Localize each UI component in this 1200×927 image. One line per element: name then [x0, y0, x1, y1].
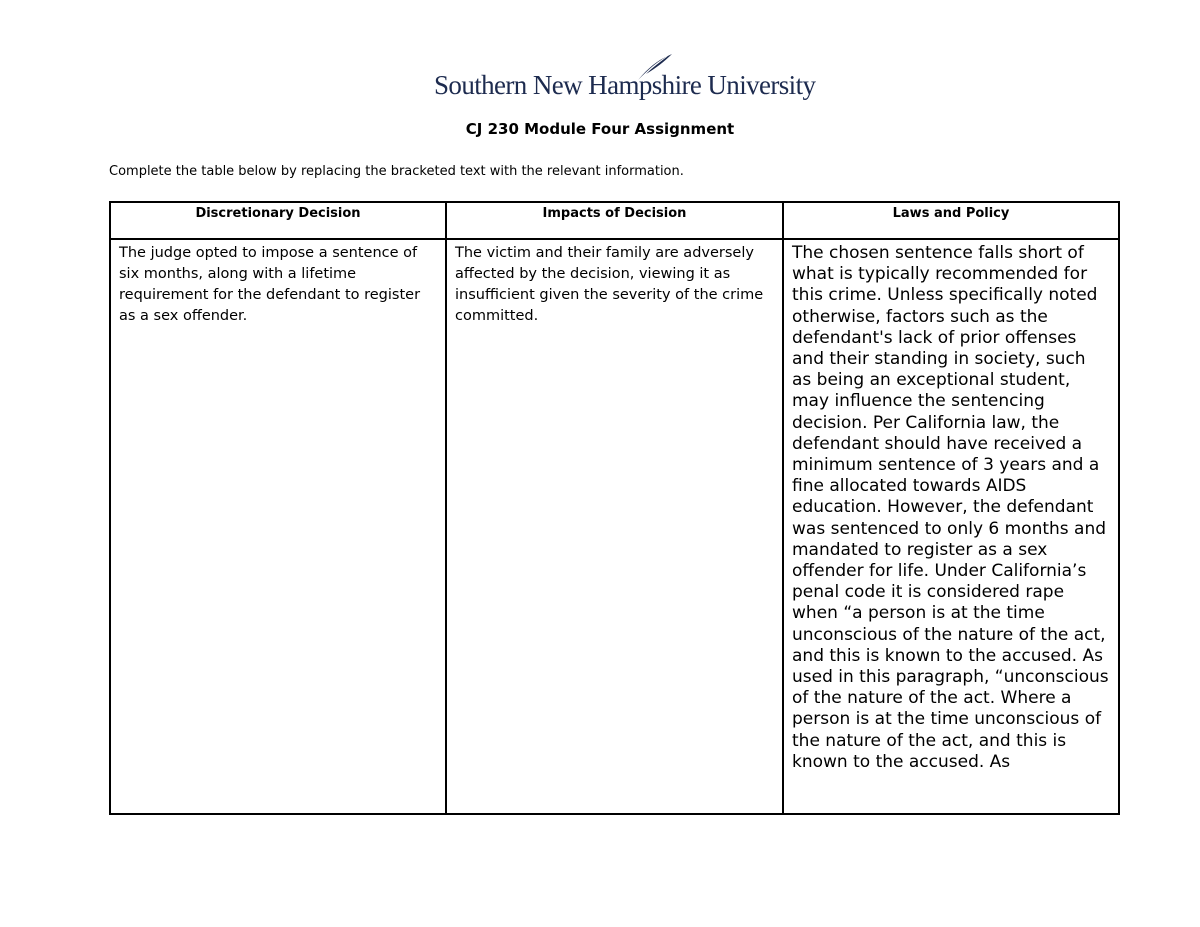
- table-header-row: [110, 202, 1119, 239]
- instructions-text: Complete the table below by replacing the bracketed text with the relevant information.: [109, 164, 684, 179]
- logo-text: Southern New Hampshire University: [434, 70, 816, 100]
- header-discretionary-decision: Discretionary Decision: [110, 202, 446, 239]
- header-laws-and-policy: Laws and Policy: [783, 202, 1119, 239]
- table-row: [110, 239, 1119, 814]
- cell-laws-and-policy[interactable]: The chosen sentence falls short of what is typically recommended for this crime. Unless specifically noted otherwise, factors such as the defendant's lack of prior offenses and their standing in society, such as being an exceptional student, may influence the sentencing decision. Per California law, the defendant should have received a minimum sentence of 3 years and a fine allocated towards AIDS education. However, the defendant was sentenced to only 6 months and mandated to register as a sex offender for life. Under California’s penal code it is considered rape when “a person is at the time unconscious of the nature of the act, and this is known to the accused. As used in this paragraph, “unconscious of the nature of the act. Where a person is at the time unconscious of the nature of the act, and this is known to the accused. As: [783, 239, 1119, 814]
- university-logo: [434, 52, 816, 108]
- assignment-table: [109, 201, 1120, 815]
- header-impacts-of-decision: Impacts of Decision: [446, 202, 783, 239]
- cell-discretionary-decision[interactable]: The judge opted to impose a sentence of six months, along with a lifetime requirement for the defendant to register as a sex offender.: [110, 239, 446, 814]
- cell-impacts-of-decision[interactable]: The victim and their family are adversely affected by the decision, viewing it as insufficient given the severity of the crime committed.: [446, 239, 783, 814]
- document-title: CJ 230 Module Four Assignment: [465, 120, 735, 138]
